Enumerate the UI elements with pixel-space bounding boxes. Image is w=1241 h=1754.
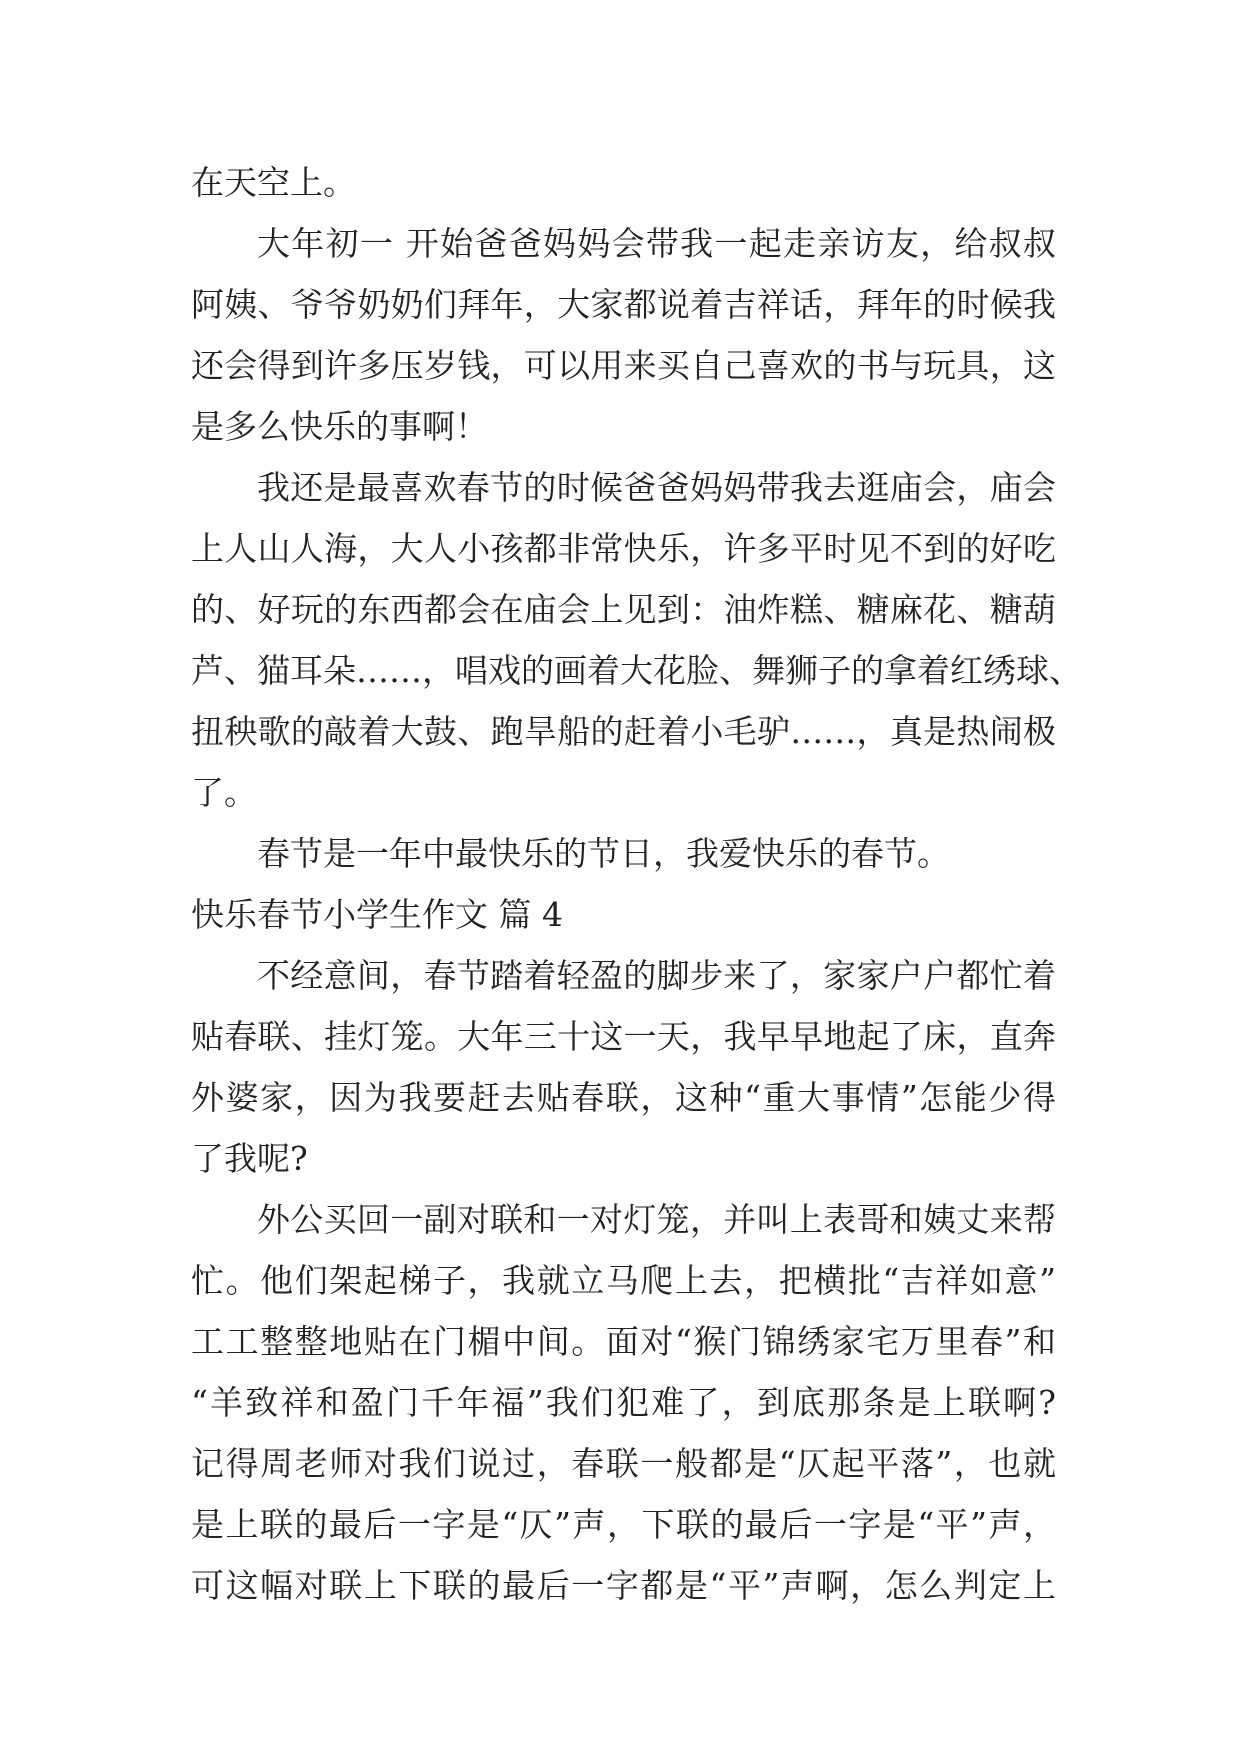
heading-text: 快乐春节小学生作文 篇 4 (191, 895, 563, 934)
text-line: 上人山人海，大人小孩都非常快乐，许多平时见不到的好吃 (191, 529, 1056, 568)
paragraph-hanging-couplets (191, 1189, 1056, 1616)
text-line: “羊致祥和盈门千年福”我们犯难了，到底那条是上联啊? (191, 1383, 1056, 1422)
text-line: 外公买回一副对联和一对灯笼，并叫上表哥和姨丈来帮 (257, 1200, 1056, 1239)
paragraph-new-year-visits (191, 213, 1056, 457)
text-line: 芦、猫耳朵……，唱戏的画着大花脸、舞狮子的拿着红绣球、 (191, 651, 1082, 690)
text-line: 还会得到许多压岁钱，可以用来买自己喜欢的书与玩具，这 (191, 346, 1056, 385)
text-line: 贴春联、挂灯笼。大年三十这一天，我早早地起了床，直奔 (191, 1017, 1056, 1056)
text-line: 工工整整地贴在门楣中间。面对“猴门锦绣家宅万里春”和 (191, 1322, 1056, 1361)
essay-heading (191, 884, 1056, 945)
document-body (191, 152, 1082, 1616)
paragraph-temple-fair (191, 457, 1082, 823)
text-line: 阿姨、爷爷奶奶们拜年，大家都说着吉祥话，拜年的时候我 (191, 285, 1056, 324)
text-line: 在天空上。 (191, 163, 356, 202)
text-line: 了。 (191, 773, 257, 812)
paragraph-conclusion (191, 823, 1056, 884)
text-line: 春节是一年中最快乐的节日，我爱快乐的春节。 (257, 834, 950, 873)
text-line: 了我呢? (191, 1139, 308, 1178)
text-line: 忙。他们架起梯子，我就立马爬上去，把横批“吉祥如意” (191, 1261, 1056, 1300)
text-line: 是多么快乐的事啊！ (191, 407, 488, 446)
text-line: 外婆家，因为我要赶去贴春联，这种“重大事情”怎能少得 (191, 1078, 1056, 1117)
text-line: 扭秧歌的敲着大鼓、跑旱船的赶着小毛驴……，真是热闹极 (191, 712, 1056, 751)
text-line: 我还是最喜欢春节的时候爸爸妈妈带我去逛庙会，庙会 (257, 468, 1056, 507)
text-line: 的、好玩的东西都会在庙会上见到：油炸糕、糖麻花、糖葫 (191, 590, 1056, 629)
text-line: 不经意间，春节踏着轻盈的脚步来了，家家户户都忙着 (257, 956, 1056, 995)
text-line: 大年初一 开始爸爸妈妈会带我一起走亲访友，给叔叔 (257, 224, 1056, 263)
text-line: 可这幅对联上下联的最后一字都是“平”声啊，怎么判定上 (191, 1566, 1056, 1605)
text-line: 记得周老师对我们说过，春联一般都是“仄起平落”，也就 (191, 1444, 1056, 1483)
paragraph-continuation (191, 152, 1056, 213)
paragraph-spring-couplets-intro (191, 945, 1056, 1189)
text-line: 是上联的最后一字是“仄”声，下联的最后一字是“平”声， (191, 1505, 1056, 1544)
